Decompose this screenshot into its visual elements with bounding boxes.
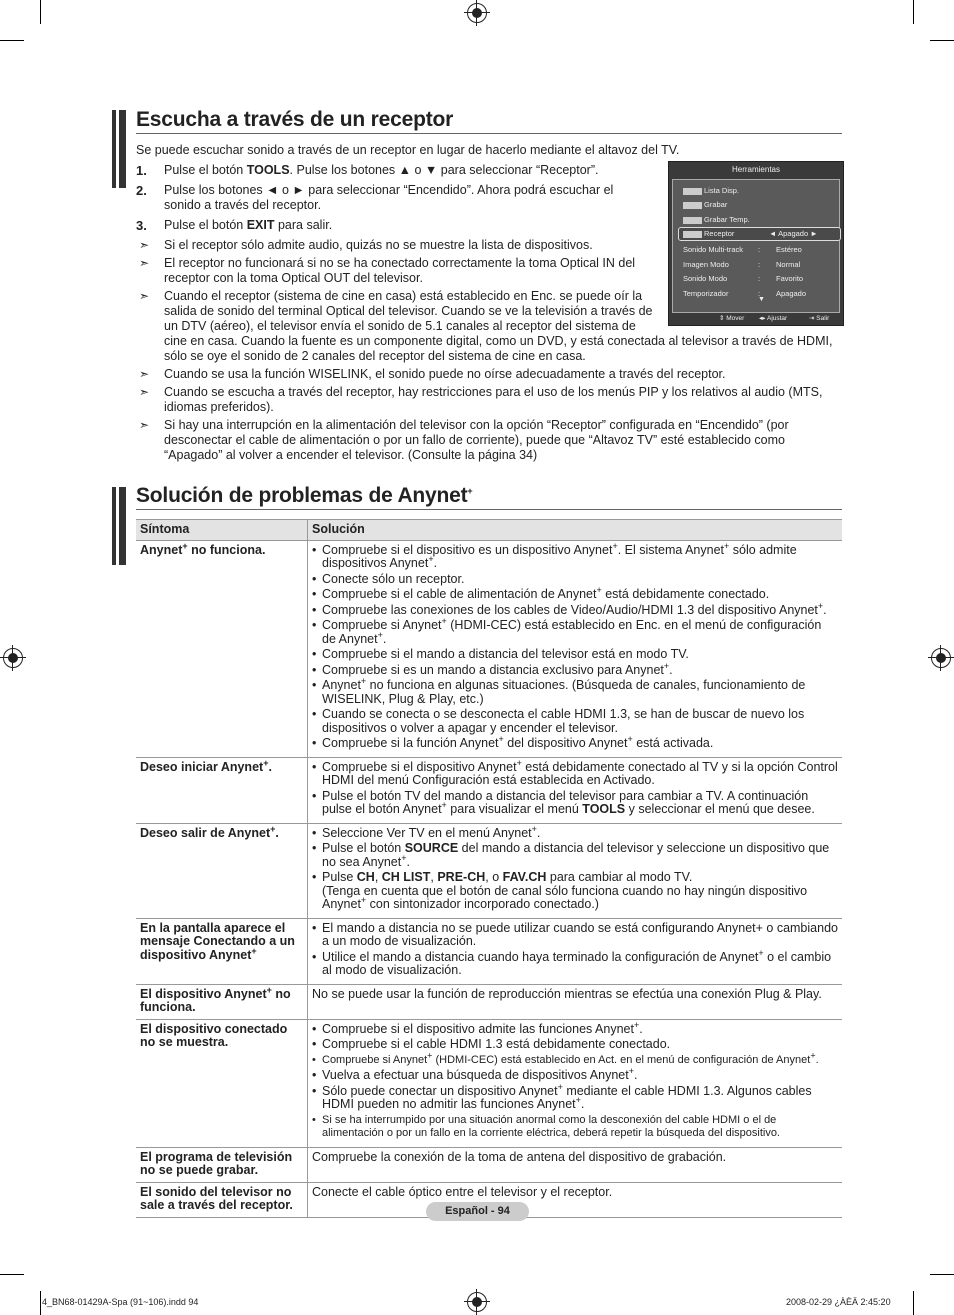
crop-mark — [40, 1291, 41, 1315]
solution-cell — [308, 1019, 843, 1147]
section-bar — [112, 110, 126, 188]
registration-mark-icon — [3, 648, 23, 668]
crop-mark — [913, 0, 914, 24]
solution-cell — [308, 918, 843, 984]
note-text: Cuando se usa la función WISELINK, el sonido puede no oírse adecuadamente a través del receptor. — [164, 367, 726, 381]
solution-cell — [308, 757, 843, 823]
osd-footer-exit: ⇥ Salir — [809, 315, 830, 322]
list-item: • Conecte sólo un receptor. — [312, 573, 838, 587]
registration-mark-icon — [467, 1292, 487, 1312]
anynet-logo-icon — [683, 217, 702, 224]
registration-mark-icon — [931, 648, 951, 668]
section-bar — [112, 487, 126, 565]
divider — [136, 133, 842, 134]
solution-cell: Compruebe la conexión de la toma de antena del dispositivo de grabación. — [308, 1147, 843, 1182]
table-row — [136, 984, 842, 1019]
step-text: Pulse el botón EXIT para salir. — [164, 218, 333, 232]
symptom-cell: En la pantalla aparece el mensaje Conectando a un dispositivo Anynet+ — [136, 918, 308, 984]
intro-text: Se puede escuchar sonido a través de un receptor en lugar de hacerlo mediante el altavoz del TV. — [136, 143, 680, 157]
osd-footer-move: ⇕ Mover — [719, 315, 745, 322]
anynet-logo-icon — [683, 231, 702, 238]
step-text: Pulse el botón TOOLS. Pulse los botones ▲ o ▼ para seleccionar “Receptor”. — [164, 163, 599, 177]
list-item: • Cuando se conecta o se desconecta el cable HDMI 1.3, se han de buscar de nuevo los dispositivos o volver a apagar y encender el televisor. — [312, 708, 838, 735]
osd-panel: Lista Disp. Grabar Grabar Temp. Receptor ◄ Apagado ► Sonido Multi-track : Estéreo Imagen Modo : Normal Sonido Modo : Favorito Temporizador : Apagado ▼ — [672, 179, 840, 313]
list-item: • Pulse el botón SOURCE del mando a distancia del televisor y seleccione un dispositivo que no sea Anynet+. — [312, 842, 838, 869]
symptom-cell: Deseo iniciar Anynet+. — [136, 757, 308, 823]
crop-mark — [930, 40, 954, 41]
divider — [136, 509, 842, 510]
step-text: Pulse los botones ◄ o ► para seleccionar “Encendido”. Ahora podrá escuchar el sonido a través del receptor. — [164, 183, 614, 212]
list-item: • Si se ha interrumpido por una situación anormal como la desconexión del cable HDMI o el de alimentación o por un fallo en la corriente eléctrica, deberá repetir la búsqueda del dispositivo. — [312, 1114, 838, 1141]
solution-cell: No se puede usar la función de reproducción mientras se efectúa una conexión Plug & Play. — [308, 984, 843, 1019]
crop-mark — [930, 1274, 954, 1275]
section-title-anynet: Solución de problemas de Anynet+ — [136, 484, 473, 507]
list-item: • Sólo puede conectar un dispositivo Anynet+ mediante el cable HDMI 1.3. Algunos cables HDMI pueden no admitir las funciones Anynet+. — [312, 1085, 838, 1112]
solution-cell — [308, 540, 843, 757]
footer-file: 4_BN68-01429A-Spa (91~106).indd 94 — [42, 1297, 199, 1307]
list-item: • Compruebe si el dispositivo es un dispositivo Anynet+. El sistema Anynet+ sólo admite dispositivos Anynet+. — [312, 544, 838, 571]
troubleshooting-table — [136, 519, 842, 1218]
list-item: • Compruebe si el dispositivo admite las funciones Anynet+. — [312, 1023, 838, 1037]
note-text: Si hay una interrupción en la alimentación del televisor con la opción “Receptor” configurada en “Encendido” (por desconectar el cable de alimentación o por un fallo de corriente), puede que “Altavoz TV” esté establecido como “Apagado” al volver a encender el televisor. (Consulte la página 34) — [164, 418, 789, 462]
list-item: • Anynet+ no funciona en algunas situaciones. (Búsqueda de canales, funcionamiento de WISELINK, Plug & Play, etc.) — [312, 679, 838, 706]
table-row — [136, 918, 842, 984]
table-row — [136, 540, 842, 757]
list-item: • Compruebe si Anynet+ (HDMI-CEC) está establecido en Act. en el menú de configuración de Anynet+. — [312, 1054, 838, 1068]
symptom-cell: El dispositivo conectado no se muestra. — [136, 1019, 308, 1147]
scroll-down-icon: ▼ — [758, 296, 765, 303]
osd-item: Lista Disp. — [683, 186, 739, 195]
note-text: Cuando se escucha a través del receptor, hay restricciones para el uso de los menús PIP y los relativos al audio (MTS, idiomas preferidos). — [164, 385, 823, 414]
symptom-cell: El dispositivo Anynet+ no funciona. — [136, 984, 308, 1019]
solution-cell: Conecte el cable óptico entre el televisor y el receptor. — [308, 1182, 843, 1217]
note-arrow-icon: ➣ — [139, 418, 150, 432]
symptom-cell: Anynet+ no funciona. — [136, 540, 308, 757]
list-item: • Compruebe si la función Anynet+ del dispositivo Anynet+ está activada. — [312, 737, 838, 751]
list-item: • Compruebe las conexiones de los cables de Video/Audio/HDMI 1.3 del dispositivo Anynet+. — [312, 604, 838, 618]
header-solution: Solución — [308, 520, 843, 541]
list-item: • Compruebe si el cable HDMI 1.3 está debidamente conectado. — [312, 1038, 838, 1052]
anynet-logo-icon — [683, 188, 702, 195]
list-item: • Vuelva a efectuar una búsqueda de dispositivos Anynet+. — [312, 1069, 838, 1083]
footer-date: 2008-02-29 ¿ÀÈÄ 2:45:20 — [786, 1297, 891, 1307]
list-item: • Compruebe si el cable de alimentación de Anynet+ está debidamente conectado. — [312, 588, 838, 602]
osd-footer-adjust: ◂▸ Ajustar — [759, 315, 788, 322]
osd-item-receptor: Receptor — [683, 229, 734, 238]
anynet-logo-icon — [683, 202, 702, 209]
symptom-cell: El sonido del televisor no sale a través del receptor. — [136, 1182, 308, 1217]
step-number: 1. — [136, 163, 147, 178]
list-item: • El mando a distancia no se puede utilizar cuando se está configurando Anynet+ o cambiando a un modo de visualización. — [312, 922, 838, 949]
note-arrow-icon: ➣ — [139, 367, 150, 381]
list-item: • Compruebe si Anynet+ (HDMI-CEC) está establecido en Enc. en el menú de configuración de Anynet+. — [312, 619, 838, 646]
table-row — [136, 823, 842, 918]
note-text: El receptor no funcionará si no se ha conectado correctamente la toma Optical IN del receptor con la toma Optical OUT del televisor. — [164, 256, 636, 285]
note-arrow-icon: ➣ — [139, 238, 150, 252]
crop-mark — [0, 1274, 24, 1275]
osd-item: Grabar — [683, 200, 727, 209]
symptom-cell: Deseo salir de Anynet+. — [136, 823, 308, 918]
note-arrow-icon: ➣ — [139, 385, 150, 399]
list-item: • Compruebe si es un mando a distancia exclusivo para Anynet+. — [312, 664, 838, 678]
osd-title: Herramientas — [731, 165, 780, 174]
step-number: 2. — [136, 183, 147, 198]
table-row — [136, 1019, 842, 1147]
step-number: 3. — [136, 218, 147, 233]
list-item: • Pulse el botón TV del mando a distancia del televisor para cambiar a TV. A continuación pulse el botón Anynet+ para visualizar el menú TOOLS y seleccionar el menú que desee. — [312, 790, 838, 817]
section-title: Escucha a través de un receptor — [136, 108, 454, 131]
note-text: Cuando el receptor (sistema de cine en casa) está establecido en Enc. se puede oír la salida de sonido del terminal Optical del televisor. Cuando se ve la televisión a través de un DTV (aéreo), el televisor envía el sonido de 5.1 canales al receptor del sistema de cine en casa. Cuando la fuente es un componente digital, como un DVD, y está conectada al televisor a través de HDMI, sólo se oye el sonido de 2 canales del receptor del sistema de cine en casa. — [164, 289, 833, 363]
list-item: • Pulse CH, CH LIST, PRE-CH, o FAV.CH para cambiar al modo TV. (Tenga en cuenta que el botón de canal sólo funciona cuando no hay ningún dispositivo Anynet+ con sintonizador incorporado conectado.) — [312, 871, 838, 912]
page-number: Español - 94 — [426, 1202, 529, 1221]
crop-mark — [40, 0, 41, 24]
osd-selected-value: ◄ Apagado ► — [769, 229, 818, 238]
note-arrow-icon: ➣ — [139, 289, 150, 303]
table-row — [136, 1147, 842, 1182]
header-symptom: Síntoma — [136, 520, 308, 541]
note-arrow-icon: ➣ — [139, 256, 150, 270]
crop-mark — [913, 1291, 914, 1315]
solution-cell — [308, 823, 843, 918]
note-text: Si el receptor sólo admite audio, quizás no se muestre la lista de dispositivos. — [164, 238, 593, 252]
osd-item: Grabar Temp. — [683, 215, 750, 224]
list-item: • Compruebe si el mando a distancia del televisor está en modo TV. — [312, 648, 838, 662]
table-header-row — [136, 520, 842, 541]
crop-mark — [0, 40, 24, 41]
table-row — [136, 757, 842, 823]
tools-menu-screenshot — [668, 161, 844, 326]
list-item: • Compruebe si el dispositivo Anynet+ está debidamente conectado al TV y si la opción Control HDMI del menú Configuración está establecida en Activado. — [312, 761, 838, 788]
list-item: • Utilice el mando a distancia cuando haya terminado la configuración de Anynet+ o el cambio al modo de visualización. — [312, 951, 838, 978]
symptom-cell: El programa de televisión no se puede grabar. — [136, 1147, 308, 1182]
registration-mark-icon — [467, 3, 487, 23]
list-item: • Seleccione Ver TV en el menú Anynet+. — [312, 827, 838, 841]
